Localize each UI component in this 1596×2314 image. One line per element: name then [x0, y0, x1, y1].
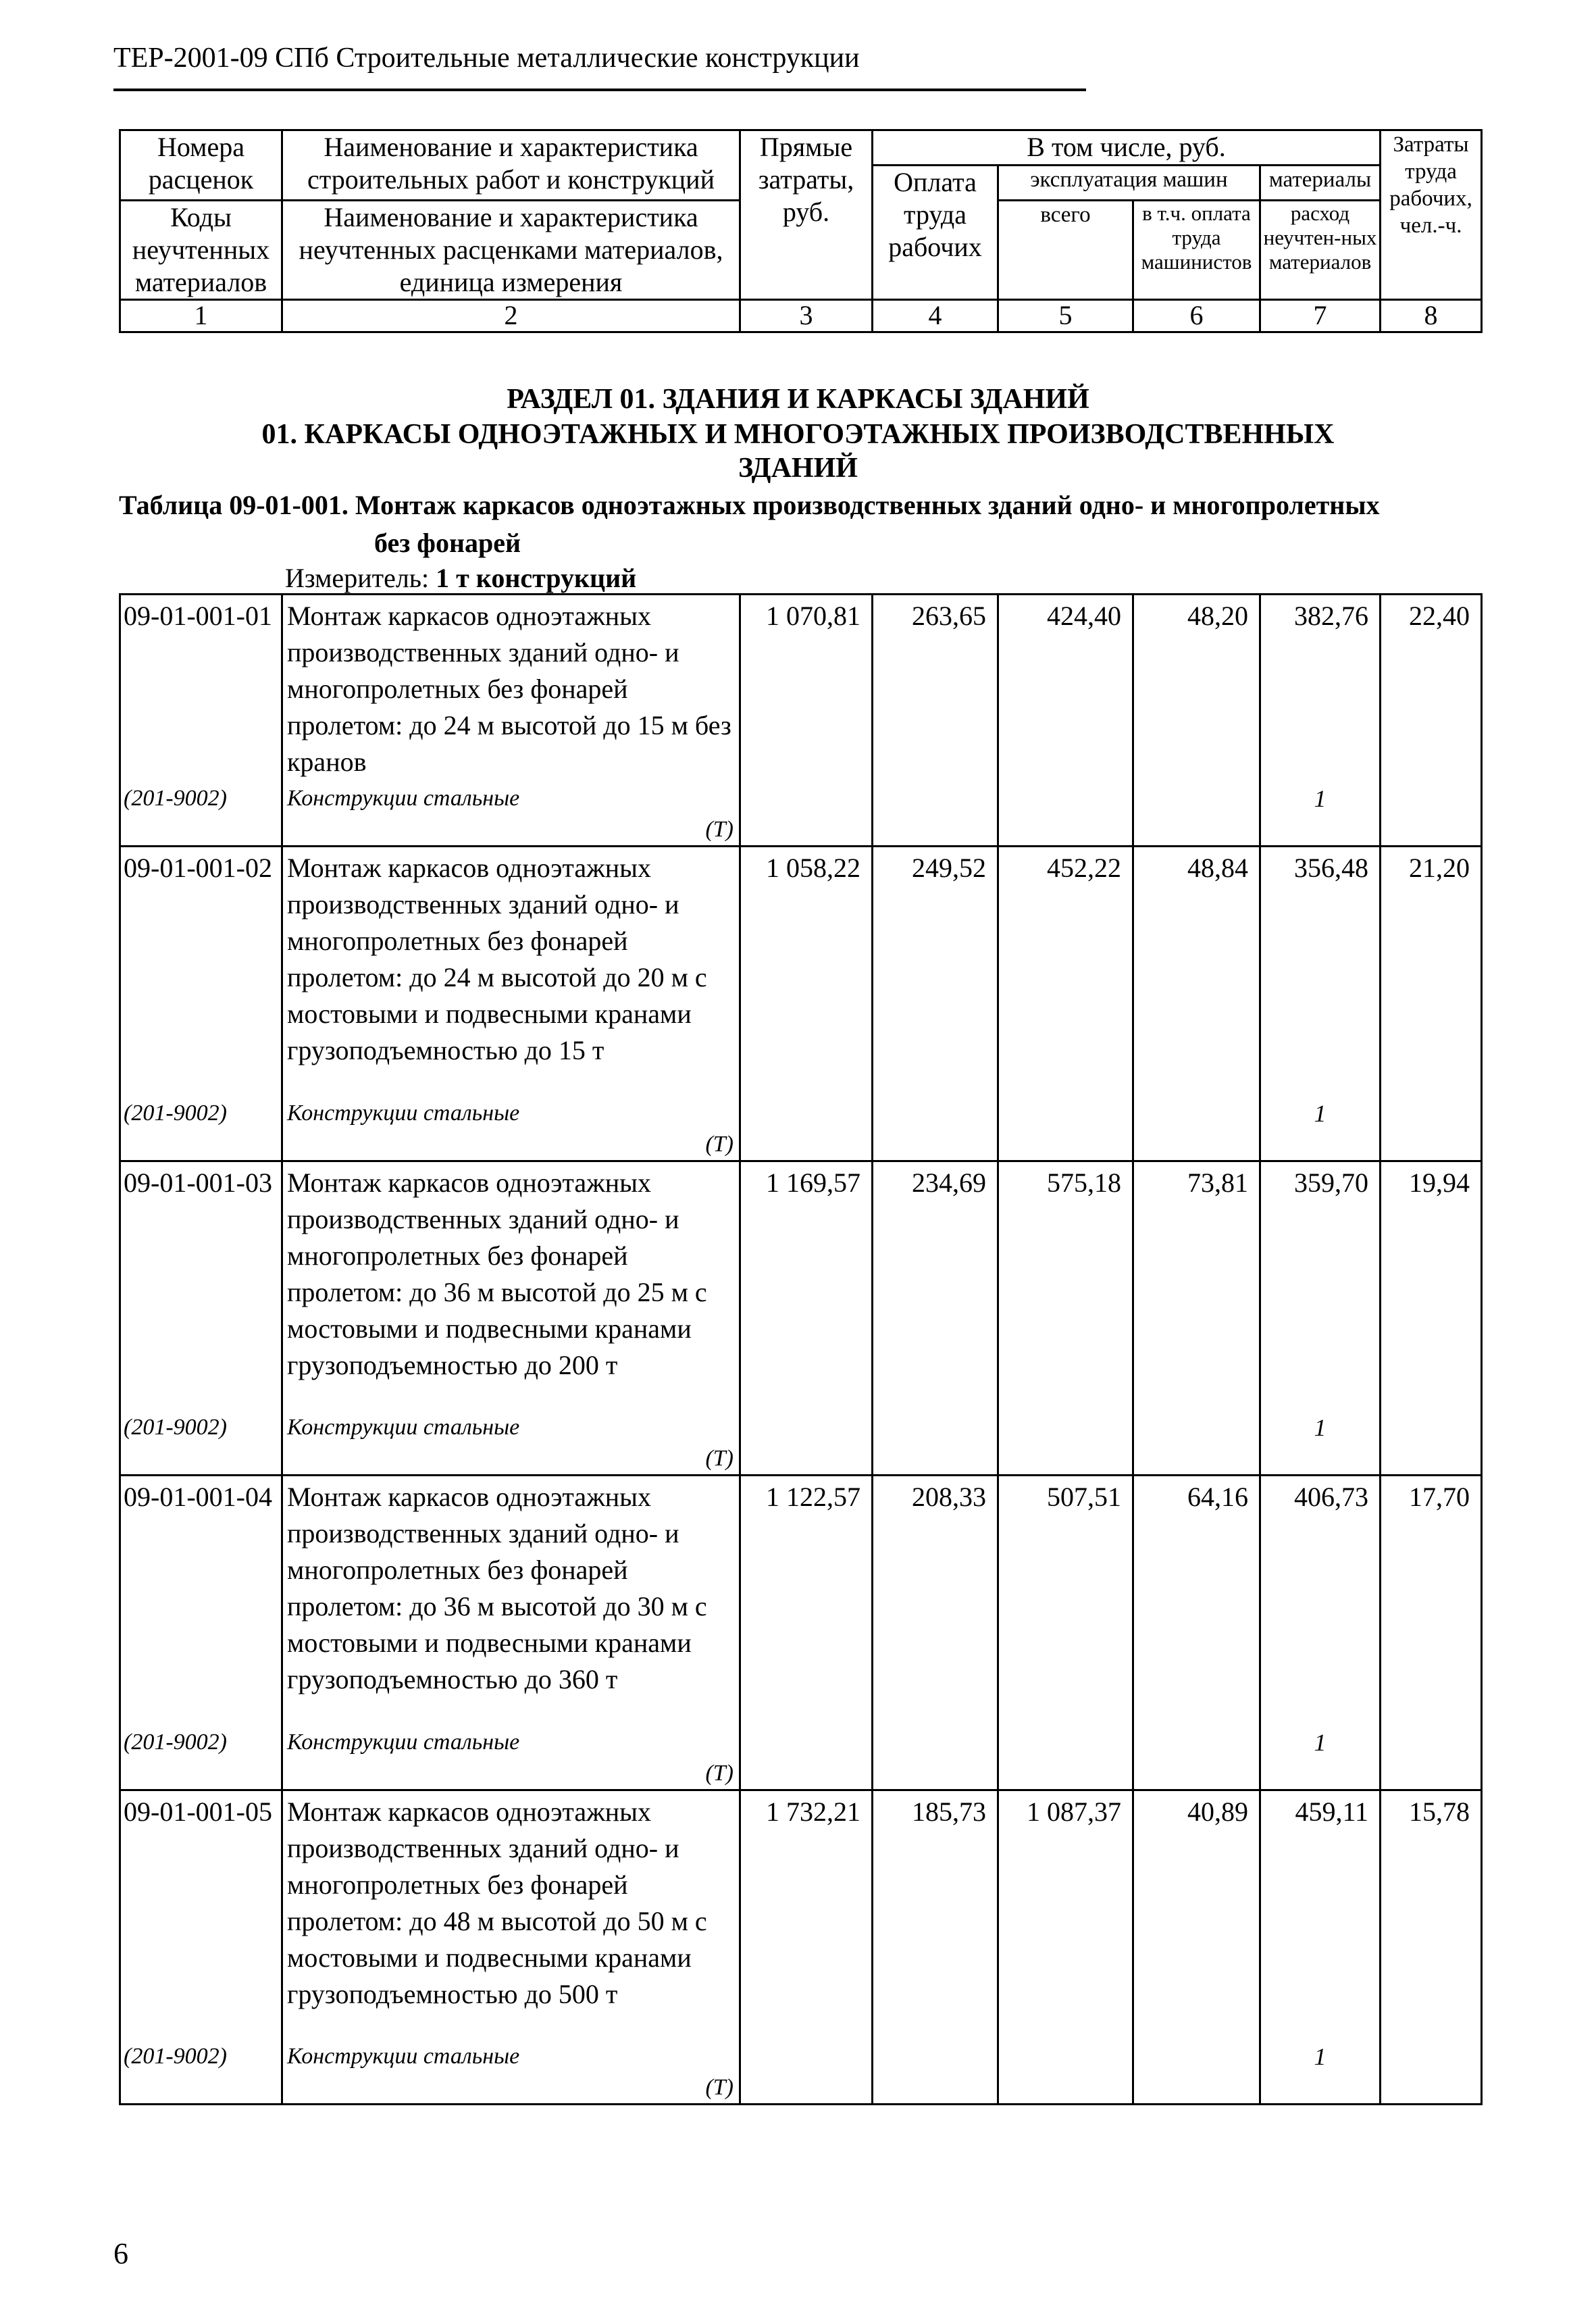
material-name: Конструкции стальные — [287, 786, 520, 811]
table-row — [120, 1476, 1482, 1724]
material-quantity: 1 — [1260, 780, 1381, 847]
empty-cell — [740, 1095, 873, 1161]
unit-value: 1 т конструкций — [436, 563, 637, 593]
labor-pay: 208,33 — [873, 1476, 998, 1724]
header-materials: материалы — [1260, 166, 1381, 201]
material-unit: (Т) — [705, 1446, 733, 1471]
empty-cell — [1133, 1409, 1260, 1476]
material-unit: (Т) — [705, 1131, 733, 1157]
header-machinist-pay: в т.ч. оплата труда машинистов — [1133, 201, 1260, 300]
work-description: Монтаж каркасов одноэтажных производственных зданий одно- и многопролетных без фонарей пролетом: до 36 м высотой до 25 м с мостовыми и подвесными кранами грузоподъемностью до 200 т — [282, 1161, 740, 1409]
empty-cell — [740, 1409, 873, 1476]
empty-cell — [1133, 2038, 1260, 2105]
table-title-line1: Таблица 09-01-001. Монтаж каркасов одноэтажных производственных зданий одно- и многопролетных — [119, 490, 1380, 520]
header-machines: эксплуатация машин — [998, 166, 1260, 201]
material-code: (201-9002) — [120, 780, 282, 847]
material-unit: (Т) — [705, 2075, 733, 2100]
empty-cell — [1381, 2038, 1482, 2105]
empty-cell — [740, 780, 873, 847]
labor-hours: 22,40 — [1381, 595, 1482, 781]
header-work-name: Наименование и характеристика строительных работ и конструкций — [282, 130, 740, 201]
empty-cell — [998, 1724, 1133, 1790]
machines-total: 1 087,37 — [998, 1790, 1133, 2038]
labor-pay: 263,65 — [873, 595, 998, 781]
empty-cell — [1133, 1724, 1260, 1790]
material-code: (201-9002) — [120, 1409, 282, 1476]
empty-cell — [873, 1724, 998, 1790]
table-title-line2: без фонарей — [374, 528, 521, 558]
header-material-codes: Коды неучтенных материалов — [120, 201, 282, 300]
direct-costs: 1 058,22 — [740, 847, 873, 1095]
material-row — [120, 1724, 1482, 1790]
rate-code: 09-01-001-01 — [120, 595, 282, 781]
column-number: 3 — [740, 300, 873, 332]
material-row — [120, 2038, 1482, 2105]
column-number: 1 — [120, 300, 282, 332]
materials-cost: 356,48 — [1260, 847, 1381, 1095]
column-number: 6 — [1133, 300, 1260, 332]
empty-cell — [998, 2038, 1133, 2105]
labor-pay: 185,73 — [873, 1790, 998, 2038]
empty-cell — [1133, 1095, 1260, 1161]
rate-code: 09-01-001-02 — [120, 847, 282, 1095]
material-name-cell — [282, 1095, 740, 1161]
empty-cell — [998, 1409, 1133, 1476]
material-unit: (Т) — [705, 817, 733, 842]
rate-code: 09-01-001-05 — [120, 1790, 282, 2038]
machinist-pay: 64,16 — [1133, 1476, 1260, 1724]
materials-cost: 359,70 — [1260, 1161, 1381, 1409]
machines-total: 424,40 — [998, 595, 1133, 781]
empty-cell — [1381, 1095, 1482, 1161]
machines-total: 452,22 — [998, 847, 1133, 1095]
subsection-heading: 01. КАРКАСЫ ОДНОЭТАЖНЫХ И МНОГОЭТАЖНЫХ ПРОИЗВОДСТВЕННЫХ — [261, 419, 1335, 450]
direct-costs: 1 070,81 — [740, 595, 873, 781]
header-material-names: Наименование и характеристика неучтенных расценками материалов, единица измерения — [282, 201, 740, 300]
material-unit: (Т) — [705, 1760, 733, 1786]
labor-hours: 21,20 — [1381, 847, 1482, 1095]
materials-cost: 382,76 — [1260, 595, 1381, 781]
column-number: 2 — [282, 300, 740, 332]
header-rate-numbers: Номера расценок — [120, 130, 282, 201]
table-title — [119, 486, 1483, 562]
labor-hours: 15,78 — [1381, 1790, 1482, 2038]
material-quantity: 1 — [1260, 2038, 1381, 2105]
column-number: 7 — [1260, 300, 1381, 332]
column-number: 5 — [998, 300, 1133, 332]
column-number: 8 — [1381, 300, 1482, 332]
material-name: Конструкции стальные — [287, 1729, 520, 1755]
unit-label: Измеритель: — [285, 563, 430, 593]
column-number: 4 — [873, 300, 998, 332]
direct-costs: 1 122,57 — [740, 1476, 873, 1724]
work-description: Монтаж каркасов одноэтажных производственных зданий одно- и многопролетных без фонарей пролетом: до 24 м высотой до 15 м без кранов — [282, 595, 740, 781]
subsection-heading-cont: ЗДАНИЙ — [738, 453, 858, 484]
rate-code: 09-01-001-03 — [120, 1161, 282, 1409]
labor-hours: 17,70 — [1381, 1476, 1482, 1724]
machinist-pay: 40,89 — [1133, 1790, 1260, 2038]
header-machines-total: всего — [998, 201, 1133, 300]
empty-cell — [740, 2038, 873, 2105]
work-description: Монтаж каркасов одноэтажных производственных зданий одно- и многопролетных без фонарей пролетом: до 24 м высотой до 20 м с мостовыми и подвесными кранами грузоподъемностью до 15 т — [282, 847, 740, 1095]
empty-cell — [1381, 780, 1482, 847]
rate-code: 09-01-001-04 — [120, 1476, 282, 1724]
rates-table — [119, 593, 1483, 2105]
empty-cell — [1133, 780, 1260, 847]
direct-costs: 1 732,21 — [740, 1790, 873, 2038]
machinist-pay: 73,81 — [1133, 1161, 1260, 1409]
machinist-pay: 48,84 — [1133, 847, 1260, 1095]
material-name-cell — [282, 1724, 740, 1790]
empty-cell — [1381, 1724, 1482, 1790]
header-direct-costs: Прямые затраты, руб. — [740, 130, 873, 300]
material-quantity: 1 — [1260, 1095, 1381, 1161]
empty-cell — [873, 2038, 998, 2105]
material-name-cell — [282, 2038, 740, 2105]
material-code: (201-9002) — [120, 1095, 282, 1161]
unit-of-measure — [285, 562, 636, 594]
material-name: Конструкции стальные — [287, 1100, 520, 1126]
material-row — [120, 1409, 1482, 1476]
table-row — [120, 1161, 1482, 1409]
machines-total: 575,18 — [998, 1161, 1133, 1409]
machinist-pay: 48,20 — [1133, 595, 1260, 781]
empty-cell — [1381, 1409, 1482, 1476]
material-code: (201-9002) — [120, 1724, 282, 1790]
material-name: Конструкции стальные — [287, 1415, 520, 1440]
materials-cost: 406,73 — [1260, 1476, 1381, 1724]
empty-cell — [998, 1095, 1133, 1161]
material-name-cell — [282, 780, 740, 847]
work-description: Монтаж каркасов одноэтажных производственных зданий одно- и многопролетных без фонарей пролетом: до 36 м высотой до 30 м с мостовыми и подвесными кранами грузоподъемностью до 360 т — [282, 1476, 740, 1724]
material-name-cell — [282, 1409, 740, 1476]
table-row — [120, 1790, 1482, 2038]
empty-cell — [998, 780, 1133, 847]
table-row — [120, 847, 1482, 1095]
labor-pay: 249,52 — [873, 847, 998, 1095]
labor-hours: 19,94 — [1381, 1161, 1482, 1409]
material-quantity: 1 — [1260, 1409, 1381, 1476]
material-code: (201-9002) — [120, 2038, 282, 2105]
material-quantity: 1 — [1260, 1724, 1381, 1790]
material-row — [120, 780, 1482, 847]
page-number: 6 — [113, 2237, 128, 2270]
header-table — [119, 129, 1483, 333]
direct-costs: 1 169,57 — [740, 1161, 873, 1409]
empty-cell — [873, 1409, 998, 1476]
header-material-consumption: расход неучтен-ных материалов — [1260, 201, 1381, 300]
machines-total: 507,51 — [998, 1476, 1133, 1724]
section-heading: РАЗДЕЛ 01. ЗДАНИЯ И КАРКАСЫ ЗДАНИЙ — [507, 384, 1089, 415]
empty-cell — [873, 780, 998, 847]
materials-cost: 459,11 — [1260, 1790, 1381, 2038]
work-description: Монтаж каркасов одноэтажных производственных зданий одно- и многопролетных без фонарей пролетом: до 48 м высотой до 50 м с мостовыми и подвесными кранами грузоподъемностью до 500 т — [282, 1790, 740, 2038]
empty-cell — [873, 1095, 998, 1161]
material-row — [120, 1095, 1482, 1161]
header-labor-hours: Затраты труда рабочих, чел.-ч. — [1381, 130, 1482, 300]
document-title: ТЕР-2001-09 СПб Строительные металлические конструкции — [113, 43, 860, 74]
header-labor-pay: Оплата труда рабочих — [873, 166, 998, 300]
table-row — [120, 595, 1482, 781]
empty-cell — [740, 1724, 873, 1790]
material-name: Конструкции стальные — [287, 2044, 520, 2069]
title-rule — [113, 89, 1086, 91]
header-including: В том числе, руб. — [873, 130, 1381, 166]
labor-pay: 234,69 — [873, 1161, 998, 1409]
